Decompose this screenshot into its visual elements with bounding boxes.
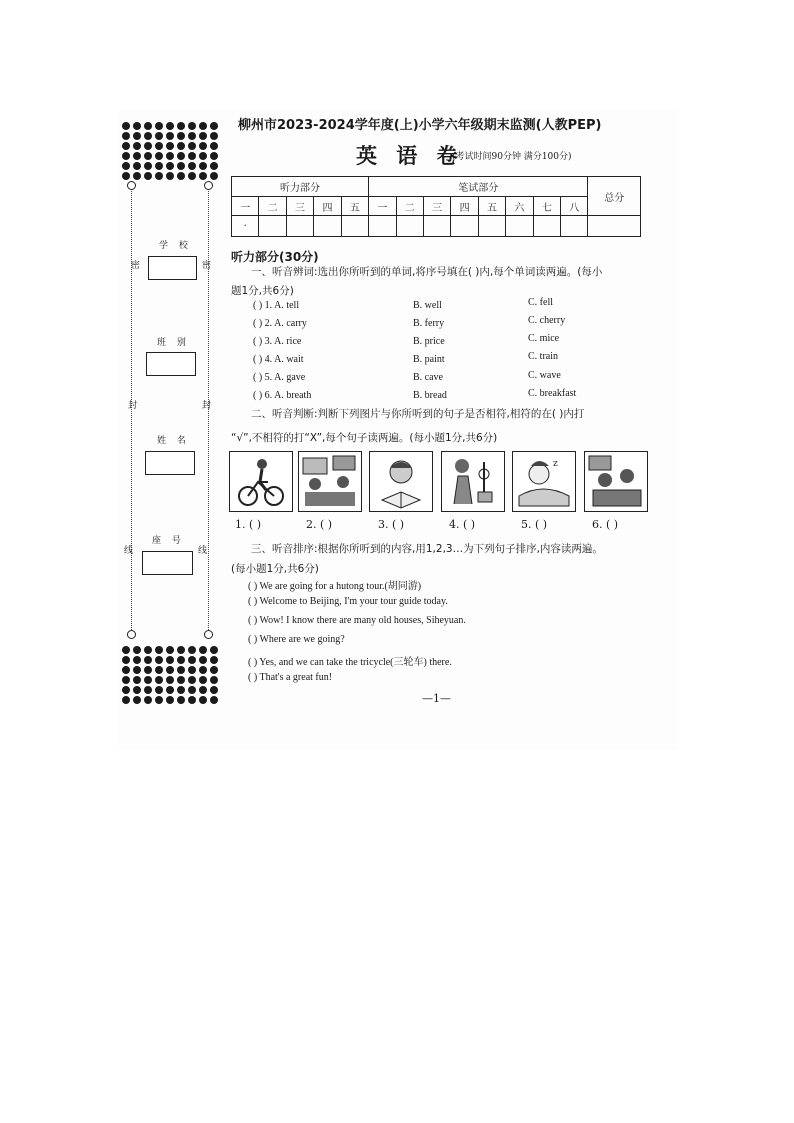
punch-dot [144,132,152,140]
punch-dot [210,172,218,180]
exam-title: 柳州市2023-2024学年度(上)小学六年级期末监测(人教PEP) [238,118,602,133]
punch-dot [177,696,185,704]
punch-dot [133,132,141,140]
seal-char-right: 线 [198,546,208,556]
score-cell[interactable] [478,216,505,237]
punch-dot [155,666,163,674]
score-cell[interactable] [506,216,533,237]
word-option-a[interactable]: ( ) 6. A. breath [253,390,312,401]
punch-dot [199,142,207,150]
score-cell[interactable] [259,216,286,237]
word-option-b: B. well [413,300,442,311]
punch-dot [199,132,207,140]
score-cell[interactable] [341,216,368,237]
punch-dots-bottom [122,646,218,704]
punch-dot [133,162,141,170]
punch-dot [166,646,174,654]
word-option-b: B. paint [413,354,445,365]
punch-dot [133,172,141,180]
punch-dot [155,122,163,130]
svg-text:z: z [553,459,558,469]
punch-dot [199,656,207,664]
school-field[interactable] [148,256,197,280]
score-cell[interactable] [286,216,313,237]
word-option-a[interactable]: ( ) 3. A. rice [253,336,302,347]
punch-dot [133,696,141,704]
seal-char-left: 封 [128,401,138,411]
punch-dot [155,142,163,150]
word-option-c: C. cherry [528,315,566,326]
punch-dot [133,686,141,694]
word-option-b: B. ferry [413,318,445,329]
score-col-header: 三 [423,197,450,216]
punch-dot [177,656,185,664]
total-score-cell[interactable] [588,216,641,237]
score-col-header: 二 [396,197,423,216]
punch-dot [166,172,174,180]
ring-mark [127,181,136,190]
word-option-c: C. train [528,351,558,362]
punch-dot [144,686,152,694]
punch-dot [177,676,185,684]
punch-dot [188,676,196,684]
punch-dot [188,152,196,160]
picture-answer-5[interactable]: 5. ( ) [521,518,548,531]
picture-answer-6[interactable]: 6. ( ) [592,518,619,531]
class-field[interactable] [146,352,196,376]
punch-dot [177,646,185,654]
school-label: 学 校 [159,241,192,251]
listening-header: 听力部分 [232,177,369,197]
ring-mark [127,630,136,639]
page-number: —1— [422,692,451,705]
punch-dot [122,162,130,170]
seal-char-left: 线 [124,546,134,556]
word-option-a[interactable]: ( ) 2. A. carry [253,318,307,329]
class-label: 班 别 [157,338,190,348]
score-cell[interactable]: · [232,216,259,237]
punch-dot [177,162,185,170]
punch-dot [122,646,130,654]
punch-dot [177,132,185,140]
punch-dot [144,172,152,180]
sentence-item[interactable]: ( ) Yes, and we can take the tricycle(三轮车) there. [248,657,452,668]
score-cell[interactable] [423,216,450,237]
punch-dot [188,162,196,170]
punch-dot [166,676,174,684]
punch-dot [210,152,218,160]
picture-sleeping-child [512,451,576,512]
punch-dot [122,132,130,140]
punch-dot [122,686,130,694]
sentence-item[interactable]: ( ) Where are we going? [248,634,345,645]
punch-dot [210,646,218,654]
punch-dot [155,676,163,684]
punch-dot [166,666,174,674]
score-col-header: 三 [286,197,313,216]
punch-dot [177,142,185,150]
punch-dot [210,132,218,140]
section1-instruction: 一、听音辨词:选出你所听到的单词,将序号填在( )内,每个单词读两遍。(每小 [251,266,603,278]
punch-dot [188,172,196,180]
punch-dot [199,646,207,654]
punch-dot [210,666,218,674]
total-header: 总分 [588,177,641,216]
punch-dot [122,696,130,704]
punch-dot [122,676,130,684]
score-col-header: 六 [506,197,533,216]
punch-dot [177,172,185,180]
punch-dot [133,142,141,150]
punch-dot [166,142,174,150]
punch-dot [199,162,207,170]
punch-dot [122,666,130,674]
punch-dot [166,686,174,694]
punch-dot [155,172,163,180]
word-option-b: B. bread [413,390,447,401]
section1-instruction-cont: 题1分,共6分) [231,285,294,297]
punch-dot [210,686,218,694]
punch-dot [188,142,196,150]
word-option-c: C. wave [528,370,561,381]
writing-header: 笔试部分 [369,177,588,197]
seal-char-left: 密 [131,261,141,271]
punch-dot [188,656,196,664]
ring-mark [204,630,213,639]
word-option-a[interactable]: ( ) 1. A. tell [253,300,300,311]
seal-char-right: 密 [202,261,212,271]
punch-dot [210,162,218,170]
punch-dot [144,162,152,170]
picture-answer-4[interactable]: 4. ( ) [449,518,476,531]
section3-instruction: 三、听音排序:根据你所听到的内容,用1,2,3…为下列句子排序,内容读两遍。 [251,543,603,555]
seat-label: 座 号 [152,536,185,546]
punch-dot [155,686,163,694]
punch-dot [166,162,174,170]
punch-dot [166,132,174,140]
punch-dot [199,152,207,160]
word-option-a[interactable]: ( ) 4. A. wait [253,354,304,365]
sentence-item[interactable]: ( ) Welcome to Beijing, I'm your tour guide today. [248,596,448,607]
punch-dot [166,122,174,130]
punch-dot [144,142,152,150]
punch-dot [155,646,163,654]
punch-dot [210,676,218,684]
score-col-header: 二 [259,197,286,216]
punch-dot [199,122,207,130]
punch-dot [166,656,174,664]
section3-instruction-cont: (每小题1分,共6分) [231,563,319,575]
picture-cyclist [229,451,293,512]
punch-dot [199,686,207,694]
punch-dot [188,696,196,704]
punch-dots-top [122,122,218,180]
score-col-header: 一 [369,197,396,216]
picture-answer-2[interactable]: 2. ( ) [306,518,333,531]
picture-answer-3[interactable]: 3. ( ) [378,518,405,531]
punch-dot [188,646,196,654]
score-cell[interactable] [396,216,423,237]
punch-dot [188,122,196,130]
punch-dot [155,152,163,160]
punch-dot [133,666,141,674]
punch-dot [188,686,196,694]
punch-dot [144,676,152,684]
punch-dot [122,152,130,160]
score-col-header: 八 [561,197,588,216]
section2-instruction: 二、听音判断:判断下列图片与你所听到的句子是否相符,相符的在( )内打 [251,408,585,420]
section2-instruction-cont: “√”,不相符的打“X”,每个句子读两遍。(每小题1分,共6分) [231,432,498,444]
score-col-header: 五 [341,197,368,216]
punch-dot [144,666,152,674]
punch-dot [155,132,163,140]
punch-dot [133,676,141,684]
word-option-b: B. cave [413,372,443,383]
score-cell[interactable] [451,216,478,237]
ring-mark [204,181,213,190]
punch-dot [122,656,130,664]
punch-dot [210,122,218,130]
punch-dot [122,122,130,130]
punch-dot [177,686,185,694]
score-col-header: 七 [533,197,560,216]
picture-scientist [441,451,505,512]
punch-dot [177,152,185,160]
punch-dot [210,656,218,664]
seal-char-right: 封 [202,401,212,411]
score-cell[interactable] [369,216,396,237]
punch-dot [133,646,141,654]
punch-dot [155,696,163,704]
punch-dot [133,152,141,160]
punch-dot [144,152,152,160]
punch-dot [199,696,207,704]
score-col-header: 五 [478,197,505,216]
picture-answer-1[interactable]: 1. ( ) [235,518,262,531]
subject-title: 英 语 卷 [356,144,464,168]
punch-dot [166,696,174,704]
punch-dot [188,666,196,674]
punch-dot [122,142,130,150]
punch-dot [199,666,207,674]
score-cell[interactable] [314,216,341,237]
score-cell[interactable] [533,216,560,237]
picture-reading-girl [369,451,433,512]
word-option-c: C. mice [528,333,560,344]
word-option-c: C. fell [528,297,553,308]
punch-dot [177,666,185,674]
punch-dot [133,656,141,664]
score-col-header: 四 [451,197,478,216]
listening-heading: 听力部分(30分) [231,250,319,264]
punch-dot [122,172,130,180]
punch-dot [155,162,163,170]
punch-dot [144,122,152,130]
punch-dot [199,172,207,180]
word-option-c: C. breakfast [528,388,577,399]
punch-dot [133,122,141,130]
sentence-item[interactable]: ( ) We are going for a hutong tour.(胡同游) [248,581,422,592]
punch-dot [210,696,218,704]
name-label: 姓 名 [157,436,190,446]
punch-dot [199,676,207,684]
punch-dot [144,646,152,654]
punch-dot [177,122,185,130]
score-cell[interactable] [561,216,588,237]
picture-classroom [298,451,362,512]
punch-dot [144,656,152,664]
word-option-b: B. price [413,336,445,347]
punch-dot [210,142,218,150]
sentence-item[interactable]: ( ) That's a great fun! [248,672,333,683]
picture-family-desk [584,451,648,512]
sentence-item[interactable]: ( ) Wow! I know there are many old houses, Siheyuan. [248,615,466,626]
punch-dot [188,132,196,140]
score-col-header: 一 [232,197,259,216]
word-option-a[interactable]: ( ) 5. A. gave [253,372,306,383]
punch-dot [155,656,163,664]
punch-dot [166,152,174,160]
score-col-header: 四 [314,197,341,216]
name-field[interactable] [145,451,195,475]
punch-dot [144,696,152,704]
exam-time-note: (考试时间90分钟 满分100分) [452,152,572,162]
seat-field[interactable] [142,551,193,575]
score-table [231,176,641,237]
